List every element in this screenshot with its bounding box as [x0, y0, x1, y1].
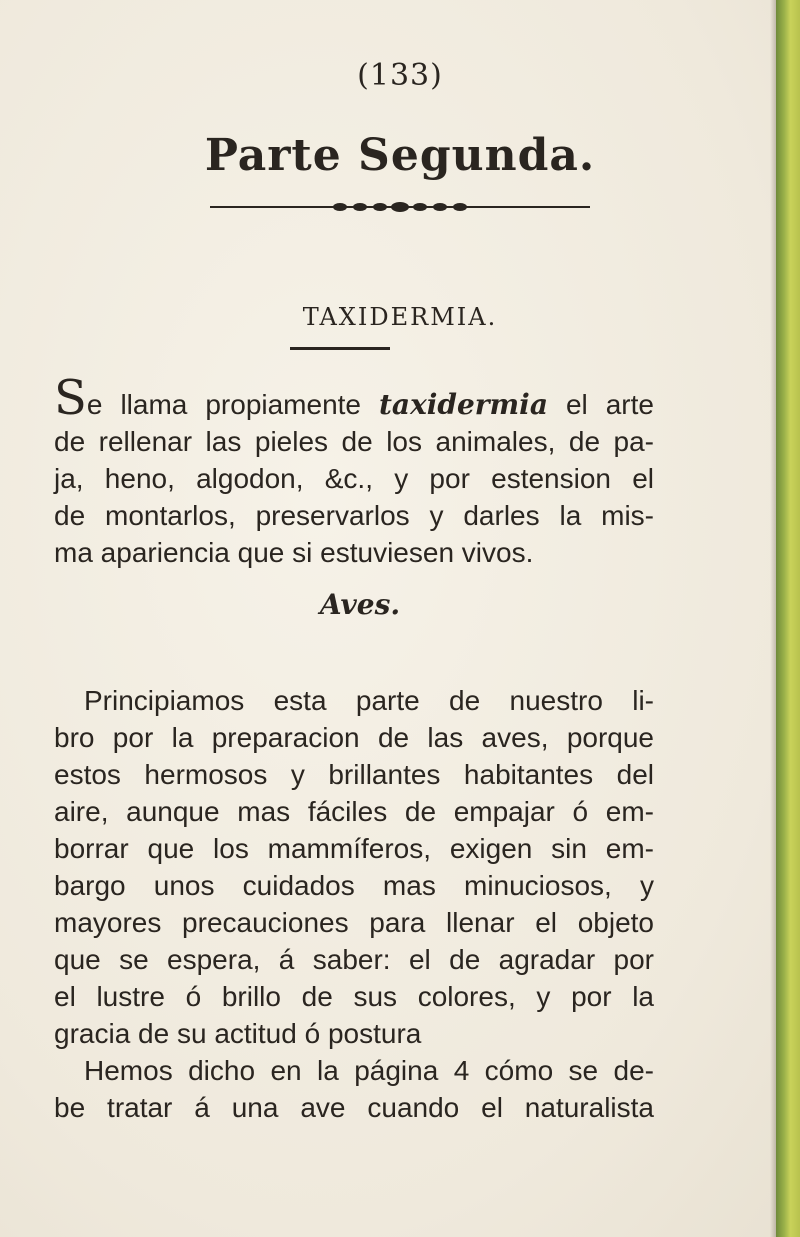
- paragraph-line: be tratar á una ave cuando el naturalista: [54, 1092, 654, 1123]
- emphasized-term: taxidermia: [379, 388, 548, 421]
- ornamental-rule: [210, 200, 590, 214]
- drop-cap: S: [54, 370, 87, 426]
- paragraph-line: Hemos dicho en la página 4 cómo se de-: [84, 1055, 654, 1086]
- subheading-aves: Aves.: [319, 588, 401, 621]
- paragraph-line: [54, 370, 654, 426]
- paragraph-line: borrar que los mammíferos, exigen sin em-: [54, 833, 654, 864]
- paragraph-line: de rellenar las pieles de los animales, de pa-: [54, 426, 654, 457]
- paragraph-line: aire, aunque mas fáciles de empajar ó em-: [54, 796, 654, 827]
- paragraph-line: bro por la preparacion de las aves, porque: [54, 722, 654, 753]
- paragraph-line: de montarlos, preservarlos y darles la mis-: [54, 500, 654, 531]
- paragraph-line: Principiamos esta parte de nuestro li-: [84, 685, 654, 716]
- paragraph-line: que se espera, á saber: el de agradar por: [54, 944, 654, 975]
- divider-rule: [290, 347, 390, 350]
- page-number: (133): [357, 58, 443, 93]
- section-title: TAXIDERMIA.: [302, 303, 498, 331]
- paragraph-line: ja, heno, algodon, &c., y por estension el: [54, 463, 654, 494]
- paragraph-line: mayores precauciones para llenar el objeto: [54, 907, 654, 938]
- part-title: Parte Segunda.: [204, 130, 596, 181]
- intro-paragraph: [54, 370, 654, 571]
- aves-paragraph: [54, 682, 654, 1126]
- paragraph-line: ma apariencia que si estuviesen vivos.: [54, 537, 534, 568]
- paragraph-line: gracia de su actitud ó postura: [54, 1018, 422, 1049]
- text-run: e llama propiamente: [86, 389, 379, 420]
- paragraph-line: bargo unos cuidados mas minuciosos, y: [54, 870, 654, 901]
- paragraph-line: estos hermosos y brillantes habitantes del: [54, 759, 654, 790]
- paragraph-line: el lustre ó brillo de sus colores, y por la: [54, 981, 654, 1012]
- book-spine-edge: [776, 0, 800, 1237]
- text-run: el arte: [547, 389, 654, 420]
